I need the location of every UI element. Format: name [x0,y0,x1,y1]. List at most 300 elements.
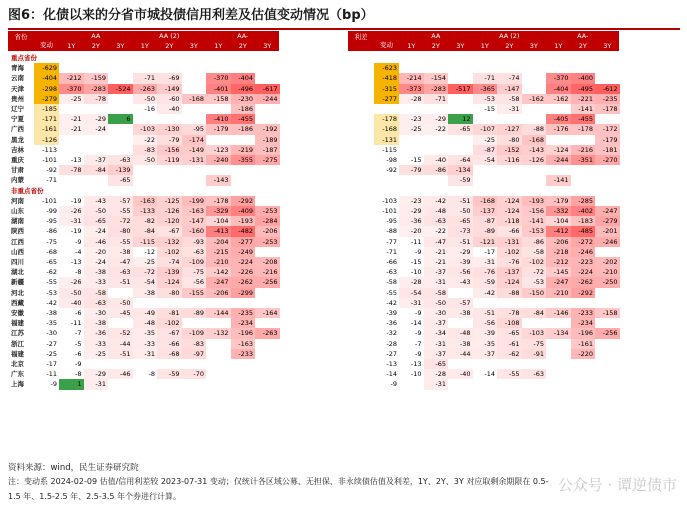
province-label: 内蒙 [11,176,24,185]
value-cell: -284 [255,216,280,226]
value-cell [182,73,207,83]
value-cell [448,73,473,83]
value-cell [182,104,207,114]
value-cell: -455 [571,114,596,124]
value-cell [304,63,329,73]
value-cell [182,175,207,185]
value-cell: -155 [182,288,207,298]
value-cell: -39 [448,257,473,267]
base-spread-change: -623 [374,63,399,73]
province-label: 安徽 [11,309,24,317]
value-cell: -51 [108,277,133,287]
value-cell [206,298,231,308]
value-cell: -178 [595,104,620,114]
base-change: -171 [34,114,59,124]
value-cell: -482 [231,226,256,236]
value-cell: -404 [546,84,571,94]
header-tenor: 3Y [189,42,198,50]
value-cell: -93 [182,237,207,247]
value-cell: -54 [399,288,424,298]
value-cell: -7 [415,339,422,348]
province-label: 河北 [11,288,24,297]
value-cell: -161 [571,339,596,349]
base-change: -86 [46,227,57,236]
value-cell [571,298,596,308]
value-cell [522,298,547,308]
value-cell: -76 [473,267,498,277]
value-cell [473,359,498,369]
value-cell: -50 [424,298,449,308]
value-cell: -234 [571,318,596,328]
value-cell: -455 [231,114,256,124]
value-cell [255,349,280,359]
value-cell: -139 [157,267,182,277]
value-cell: -124 [546,145,571,155]
value-cell: -30 [424,308,449,318]
value-cell: -47 [108,257,133,267]
value-cell [59,145,84,155]
value-cell: -244 [255,94,280,104]
base-spread-change: -418 [374,73,399,83]
value-cell: -8 [148,370,155,379]
value-cell [546,359,571,369]
value-cell [133,379,158,389]
value-cell: -86 [424,165,449,175]
header-tenor: 2Y [505,42,514,50]
value-cell: -174 [182,135,207,145]
value-cell: -485 [571,226,596,236]
chart-title: 图6：化债以来的分省市城投债信用利差及估值变动情况（bp） [8,8,374,23]
base-spread-change: -55 [386,288,397,297]
value-cell [255,63,280,73]
value-cell: -47 [424,237,449,247]
value-cell: -81 [157,308,182,318]
value-cell: -370 [546,73,571,83]
value-cell [255,298,280,308]
value-cell: -71 [133,73,158,83]
value-cell: -88 [522,124,547,134]
value-cell: -617 [255,84,280,94]
value-cell: -116 [497,155,522,165]
value-cell: -218 [546,247,571,257]
value-cell: -75 [182,267,207,277]
value-cell: -250 [595,277,620,287]
value-cell: -156 [157,145,182,155]
value-cell: -126 [522,155,547,165]
value-cell [424,135,449,145]
value-cell: -262 [571,277,596,287]
value-cell: -80 [108,226,133,236]
value-cell [157,298,182,308]
value-cell [231,369,256,379]
value-cell [571,175,596,185]
value-cell: -123 [206,145,231,155]
base-change: -68 [46,247,57,256]
value-cell: -216 [571,145,596,155]
value-cell [133,359,158,369]
value-cell: -31 [84,379,109,389]
value-cell [182,359,207,369]
value-cell [522,114,547,124]
value-cell: -189 [255,135,280,145]
value-cell: -152 [497,145,522,155]
value-cell [108,104,133,114]
value-cell: -19 [70,227,82,236]
value-cell [84,63,109,73]
value-cell: -84 [522,308,547,318]
value-cell: -329 [206,206,231,216]
value-cell: -37 [424,318,449,328]
header-group-1: AA (2) [159,32,180,40]
value-cell: -38 [84,318,109,328]
value-cell: -130 [157,124,182,134]
value-cell: -164 [255,308,280,318]
value-cell: -15 [484,105,495,113]
value-cell: -70 [182,369,207,379]
header-label: 利差 [354,33,368,41]
base-change: -113 [42,145,57,154]
value-cell: -247 [595,206,620,216]
value-cell [571,165,596,175]
value-cell [448,318,473,328]
value-cell [255,196,280,206]
value-cell: -275 [255,155,280,165]
value-cell: -43 [84,196,109,206]
value-cell: -9 [75,360,82,368]
value-cell: -233 [231,349,256,359]
value-cell: -58 [522,247,547,257]
value-cell: -7 [75,329,82,338]
value-cell: -104 [206,216,231,226]
value-cell: -65 [424,359,449,369]
value-cell: -65 [448,124,473,134]
value-cell [448,288,473,298]
value-cell: -65 [497,328,522,338]
value-cell: -40 [157,104,182,114]
value-cell [206,104,231,114]
province-label: 宁夏 [11,115,24,124]
base-change: -279 [34,94,59,104]
value-cell: -263 [255,328,280,338]
value-cell: -400 [571,73,596,83]
value-cell [206,349,231,359]
value-cell: -6 [75,309,82,317]
value-cell: -141 [522,216,547,226]
header-tenor: 3Y [263,42,272,50]
value-cell: -402 [571,206,596,216]
value-cell: -109 [182,257,207,267]
value-cell [59,63,84,73]
header-group-0: AA [431,32,441,40]
value-cell: -215 [206,247,231,257]
base-spread-change: -95 [386,217,397,226]
value-cell: -24 [84,124,109,134]
base-spread-change: -92 [386,166,397,175]
value-cell: -29 [424,114,449,124]
value-cell: -31 [399,298,424,308]
value-cell: -59 [448,175,473,185]
header-tenor: 1Y [554,42,563,50]
value-cell: -145 [546,267,571,277]
value-cell: -370 [59,84,84,94]
value-cell [255,359,280,369]
base-spread-change: -277 [374,94,399,104]
value-cell [399,175,424,185]
value-cell: -149 [157,84,182,94]
value-cell: -351 [571,155,596,165]
value-cell: -144 [206,308,231,318]
value-cell [231,175,256,185]
value-cell [255,379,280,389]
base-spread-change [374,104,399,114]
base-spread-change: -77 [386,237,397,246]
value-cell: -279 [595,216,620,226]
value-cell: -13 [410,360,422,368]
value-cell: -4 [75,247,82,256]
value-cell: -178 [571,124,596,134]
value-cell: -21 [424,257,449,267]
value-cell: -25 [84,349,109,359]
value-cell: -24 [84,257,109,267]
base-spread-change: -58 [386,278,397,287]
value-cell: -12 [144,247,155,256]
base-change: -99 [46,207,57,215]
value-cell: -37 [424,267,449,277]
value-cell [280,63,305,73]
value-cell: -256 [595,328,620,338]
value-cell [448,63,473,73]
value-cell: -163 [182,206,207,216]
header-tenor: 2Y [431,42,440,50]
value-cell: -6 [75,349,82,358]
value-cell [157,359,182,369]
value-cell: -10 [410,370,422,379]
value-cell [424,175,449,185]
base-spread-change: -28 [386,339,397,348]
value-cell [497,175,522,185]
value-cell [255,165,280,175]
value-cell: -121 [473,237,498,247]
header-tenor: 1Y [140,42,149,50]
method-note: 注：变动系 2024-02-09 估值/信用利差较 2023-07-31 变动；仅统计各区域公募、无担保、非永续债估值及利差，1Y、2Y、3Y 对应取剩余期限在 0.5- [8,477,549,486]
value-cell: -240 [206,155,231,165]
value-cell [399,145,424,155]
value-cell: -131 [497,237,522,247]
value-cell [497,379,522,389]
value-cell [255,339,280,349]
value-cell: -31 [133,349,158,359]
value-cell: -15 [410,258,422,266]
value-cell: -80 [157,288,182,298]
value-cell: -234 [231,318,256,328]
value-cell: -29 [84,369,109,379]
value-cell: -187 [255,145,280,155]
value-cell: -292 [231,196,256,206]
base-change: -101 [42,156,57,164]
value-cell: -413 [206,226,231,236]
header-group-0: AA [91,32,101,40]
value-cell: -285 [571,196,596,206]
value-cell [546,339,571,349]
value-cell: -83 [182,339,207,349]
header-tenor: 2Y [165,42,174,50]
base-change: -126 [34,135,59,145]
source-note: 资料来源：wind，民生证券研究院 [8,463,139,473]
value-cell: -60 [157,94,182,104]
value-cell [157,165,182,175]
province-label: 贵州 [11,94,24,103]
value-cell: -404 [231,73,256,83]
value-cell: -71 [424,94,449,104]
value-cell: -496 [231,84,256,94]
value-cell: -253 [255,237,280,247]
value-cell: -43 [448,277,473,287]
value-cell: -22 [424,226,449,236]
value-cell: -44 [108,339,133,349]
value-cell [571,63,596,73]
value-cell: -20 [399,226,424,236]
base-spread-change: -168 [374,124,399,134]
value-cell: -51 [448,196,473,206]
header-tenor: 3Y [456,42,465,50]
value-cell [522,318,547,328]
base-spread-change: -27 [386,349,397,358]
value-cell: -283 [84,84,109,94]
value-cell: -29 [448,247,473,257]
value-cell [108,288,133,298]
value-cell [206,369,231,379]
value-cell: -59 [473,277,498,287]
value-cell [595,196,620,206]
value-cell: -109 [182,328,207,338]
value-cell: -201 [595,226,620,236]
province-label: 重庆 [11,156,24,164]
value-cell [255,175,280,185]
value-cell [546,165,571,175]
value-cell: 12 [448,114,473,124]
value-cell [255,369,280,379]
value-cell [231,359,256,369]
value-cell: -147 [182,216,207,226]
value-cell [424,145,449,155]
value-cell: -24 [84,226,109,236]
value-cell: -65 [108,175,133,185]
value-cell: -28 [399,94,424,104]
value-cell: -71 [473,73,498,83]
value-cell: -139 [108,165,133,175]
base-spread-change: -115 [382,145,397,154]
value-cell: -206 [206,288,231,298]
value-cell [448,94,473,104]
value-cell [595,369,620,379]
base-change: -11 [46,370,57,379]
header-group-2: AA- [577,32,589,40]
value-cell: -91 [522,349,547,359]
value-cell [84,135,109,145]
value-cell: -84 [133,226,158,236]
value-cell [206,63,231,73]
header-tenor: 3Y [603,42,612,50]
value-cell: -210 [546,288,571,298]
value-cell: -13 [70,156,82,164]
value-cell: -72 [108,216,133,226]
value-cell: -134 [546,328,571,338]
value-cell [84,104,109,114]
value-cell: -63 [182,247,207,257]
province-label: 浙江 [11,339,24,348]
base-change: -185 [34,104,59,114]
value-cell: -186 [231,104,256,114]
value-cell: -63 [522,369,547,379]
value-cell: -88 [497,288,522,298]
value-cell: -9 [75,237,82,246]
value-cell: -131 [182,155,207,165]
base-spread-change [374,175,399,185]
value-cell [571,135,596,145]
header-group-2: AA- [237,32,249,40]
province-label: 天津 [11,84,24,93]
province-label: 山西 [11,247,24,256]
value-cell [108,318,133,328]
province-label: 云南 [11,74,24,83]
value-cell [206,318,231,328]
base-spread-change: -178 [374,114,399,124]
value-cell: -26 [59,206,84,216]
base-spread-change: -36 [386,319,397,328]
value-cell: -102 [157,318,182,328]
section-title: 重点省份 [11,54,37,62]
header-tenor: 3Y [116,42,125,50]
value-cell: -256 [255,277,280,287]
value-cell: -48 [133,318,158,328]
value-cell: -224 [571,267,596,277]
value-cell: -50 [133,94,158,104]
province-label: 新疆 [11,278,24,287]
value-cell: -212 [59,73,84,83]
value-cell [497,63,522,73]
value-cell: -15 [410,156,422,164]
value-cell: -160 [182,226,207,236]
value-cell: -34 [424,328,449,338]
value-cell [448,145,473,155]
value-cell [546,349,571,359]
province-label: 山东 [11,207,24,215]
value-cell: -146 [546,308,571,318]
header-tenor: 2Y [238,42,247,50]
value-cell: -97 [182,349,207,359]
value-cell: -55 [108,237,133,247]
value-cell [255,288,280,298]
value-cell: -40 [59,298,84,308]
value-cell [448,135,473,145]
value-cell [473,114,498,124]
base-spread-change: -88 [386,227,397,236]
base-change: -101 [42,196,57,205]
value-cell: -38 [448,339,473,349]
base-spread-change: -14 [386,370,397,379]
value-cell [522,84,547,94]
value-cell: -412 [546,226,571,236]
value-cell [497,359,522,369]
value-cell: -54 [473,155,498,165]
province-label: 辽宁 [11,105,24,113]
value-cell: -42 [473,288,498,298]
value-cell [182,84,207,94]
value-cell [595,298,620,308]
value-cell: -76 [497,257,522,267]
value-cell: -103 [133,124,158,134]
value-cell: -69 [157,73,182,83]
